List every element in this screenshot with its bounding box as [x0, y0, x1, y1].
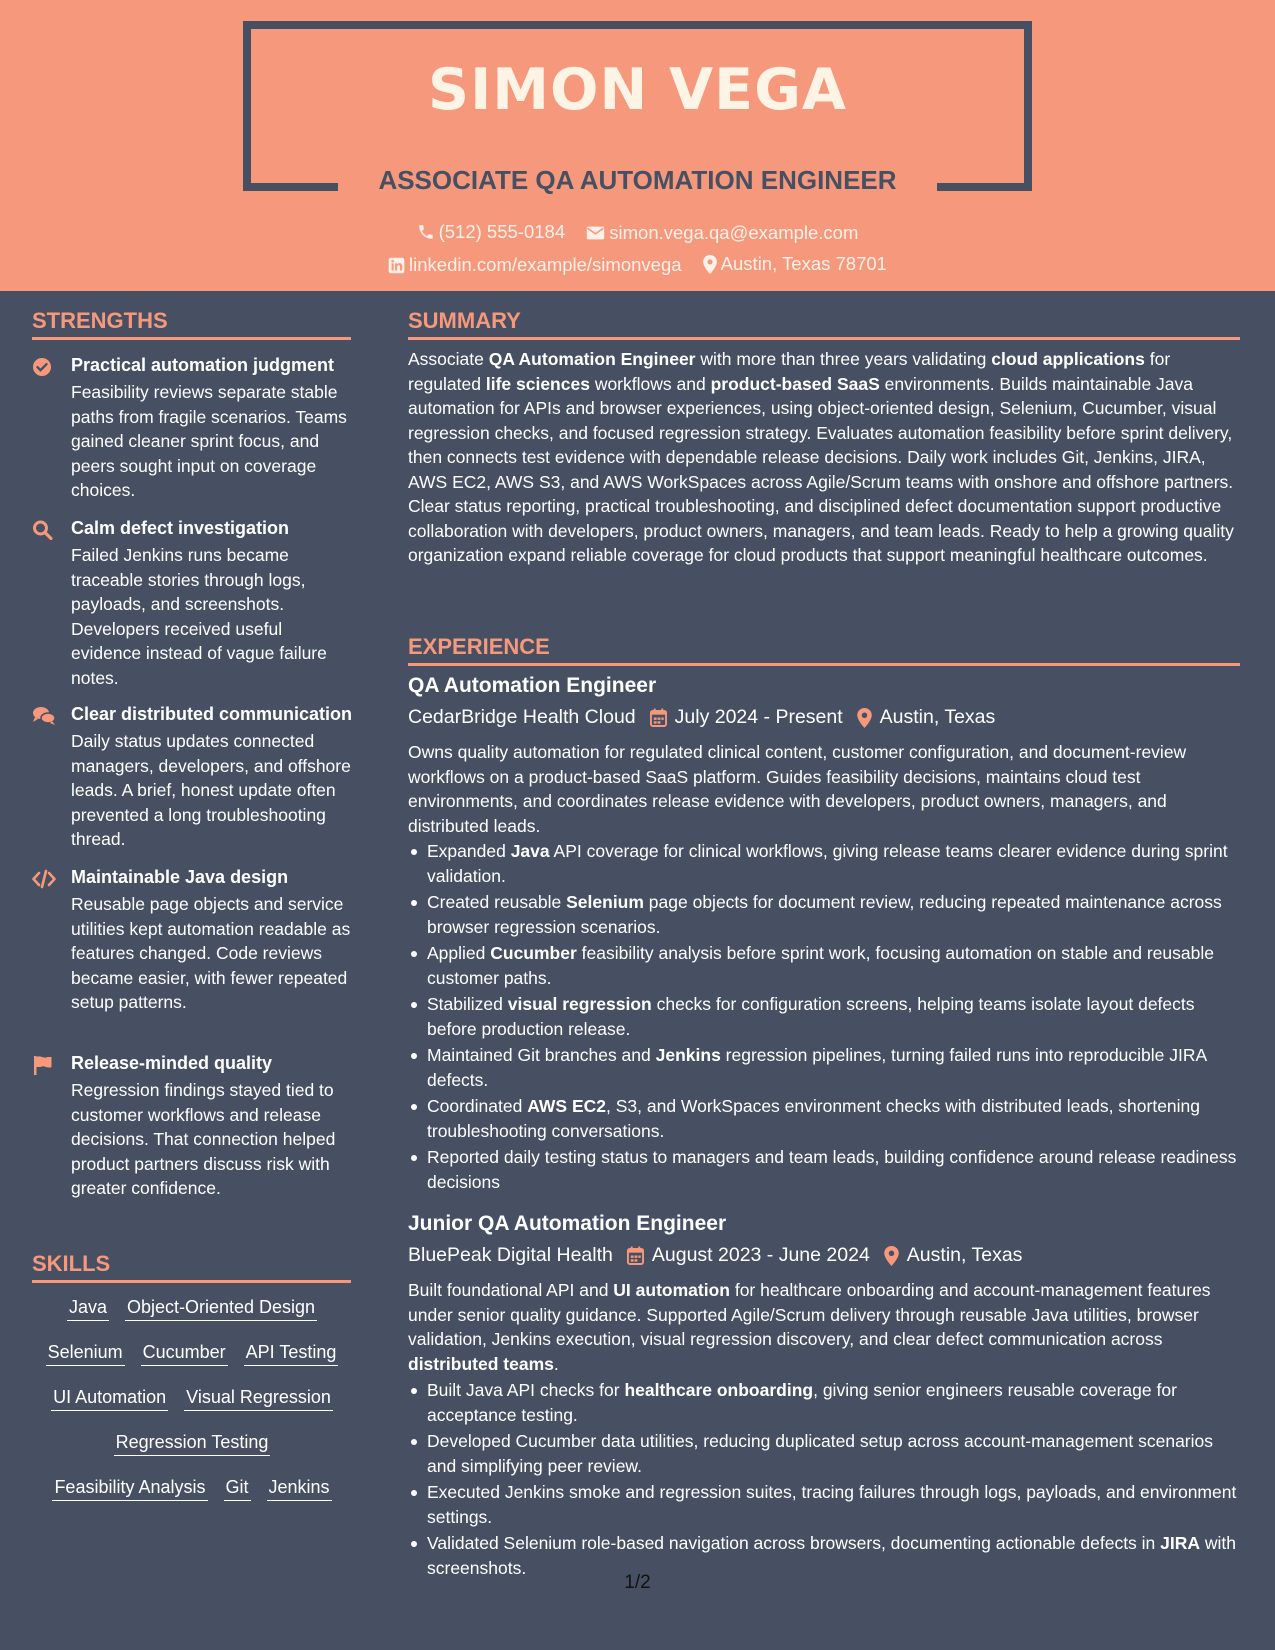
contact-email — [586, 222, 858, 244]
flag-icon — [32, 1055, 56, 1075]
list-item — [408, 941, 1240, 990]
skill-tag: Git — [224, 1476, 251, 1501]
candidate-name: SIMON VEGA — [428, 57, 847, 123]
skill-tag: Selenium — [46, 1341, 125, 1366]
bullet-text: checks for configuration screens, helping teams isolate layout defects before production release. — [427, 994, 1195, 1039]
chat-bubbles-icon — [32, 706, 56, 726]
skill-tag: Regression Testing — [114, 1431, 271, 1456]
code-icon — [32, 869, 56, 889]
skills-rule — [32, 1280, 351, 1283]
list-item — [408, 1043, 1240, 1092]
skill-tag: API Testing — [244, 1341, 339, 1366]
skill-tag: Feasibility Analysis — [52, 1476, 207, 1501]
strength-desc: Reusable page objects and service utilities kept automation readable as features changed. Code reviews became easier, with fewer repeated setup patterns. — [71, 894, 351, 1012]
skills-row — [32, 1386, 352, 1431]
job-bullets — [408, 839, 1240, 1196]
list-item — [408, 1378, 1240, 1427]
magnifier-icon — [32, 520, 56, 540]
bullet-text: Maintained Git branches and — [427, 1045, 656, 1065]
skills-row — [32, 1341, 352, 1386]
skill-tag: UI Automation — [51, 1386, 168, 1411]
bullet-text: Built Java API checks for — [427, 1380, 625, 1400]
map-pin-icon — [884, 1246, 899, 1266]
job-description: Owns quality automation for regulated clinical content, customer configuration, and document-review workflows on a product-based SaaS platform. Guides feasibility decisions, maintains cloud test environments, and coordinates release evidence with developers, product owners, managers, and distributed leads. — [408, 742, 1187, 836]
calendar-icon — [650, 708, 667, 727]
bullet-text: regression pipelines, turning failed runs into reproducible JIRA defects. — [427, 1045, 1207, 1090]
strengths-heading: STRENGTHS — [32, 308, 168, 333]
job-location: Austin, Texas — [879, 706, 996, 728]
summary-heading: SUMMARY — [408, 308, 521, 333]
job-company: BluePeak Digital Health — [408, 1244, 613, 1266]
list-item — [408, 1429, 1240, 1478]
strength-title: Maintainable Java design — [71, 867, 289, 887]
desc-text: for healthcare onboarding and account-management features under senior quality guidance. Supported Agile/Scrum delivery through reusable Java utilities, browser validation, Jenkins execution, visual regression discovery, and clear defect communication across — [408, 1280, 1211, 1349]
contact-row-2 — [0, 253, 1275, 279]
bullet-highlight: AWS EC2 — [527, 1096, 606, 1116]
phone-text: (512) 555-0184 — [438, 221, 566, 242]
contact-location — [703, 253, 887, 275]
candidate-title: ASSOCIATE QA AUTOMATION ENGINEER — [378, 165, 897, 195]
strength-desc: Regression findings stayed tied to customer workflows and release decisions. That connection helped product partners discuss risk with greater confidence. — [71, 1080, 336, 1198]
skill-tag: Object-Oriented Design — [125, 1296, 317, 1321]
map-pin-icon — [857, 708, 872, 728]
job-meta — [408, 1244, 1022, 1267]
bullet-text: page objects for document review, reducing repeated maintenance across browser regression scenarios. — [427, 892, 1222, 937]
strength-desc: Daily status updates connected managers, developers, and offshore leads. A brief, honest update often prevented a long troubleshooting thread. — [71, 731, 351, 849]
bullet-text: API coverage for clinical workflows, giving release teams clearer evidence during sprint validation. — [427, 841, 1228, 886]
linkedin-text: linkedin.com/example/simonvega — [409, 254, 682, 275]
list-item — [408, 1094, 1240, 1143]
skill-tag: Jenkins — [267, 1476, 332, 1501]
email-text: simon.vega.qa@example.com — [609, 222, 859, 243]
location-text: Austin, Texas 78701 — [720, 253, 887, 274]
resume-header — [0, 0, 1275, 291]
bullet-text: , S3, and WorkSpaces environment checks with distributed leads, shortening troubleshooting conversations. — [427, 1096, 1201, 1141]
contact-row-1 — [0, 221, 1275, 246]
skills-row — [32, 1296, 352, 1341]
bullet-highlight: Java — [510, 841, 550, 861]
desc-highlight: distributed teams — [408, 1353, 554, 1374]
job-location: Austin, Texas — [906, 1244, 1023, 1266]
summary-part: environments. Builds maintainable Java automation for APIs and browser experiences, using object-oriented design, Selenium, Cucumber, visual regression checks, and focused regression strategy. Evaluates automation feasibility before sprint delivery, then connects test evidence with dependable release decisions. Daily work includes Git, Jenkins, JIRA, AWS EC2, AWS S3, and AWS WorkSpaces across Agile/Scrum teams with onshore and offshore partners. Clear status reporting, practical troubleshooting, and disciplined defect documentation support productive collaboration with developers, product owners, managers, and team leads. Ready to help a growing quality organization expand reliable coverage for cloud products that support meaningful healthcare outcomes. — [408, 373, 1234, 565]
summary-highlight: life sciences — [485, 373, 590, 394]
page-number: 1/2 — [624, 1572, 651, 1593]
skill-tag: Java — [67, 1296, 109, 1321]
bullet-text: Executed Jenkins smoke and regression suites, tracing failures through logs, payloads, and environment settings. — [427, 1482, 1237, 1527]
job-title: Junior QA Automation Engineer — [408, 1212, 727, 1235]
phone-icon — [417, 223, 435, 241]
bullet-text: Stabilized — [427, 994, 508, 1014]
bullet-text: feasibility analysis before sprint work, focusing automation on stable and reusable customer paths. — [427, 943, 1214, 988]
strength-title: Release-minded quality — [71, 1053, 273, 1073]
experience-rule — [408, 663, 1240, 666]
calendar-icon — [627, 1246, 644, 1265]
job-dates: August 2023 - June 2024 — [651, 1244, 870, 1266]
experience-heading: EXPERIENCE — [408, 634, 550, 659]
summary-part: for regulated — [408, 349, 1171, 394]
bullet-text: Expanded — [427, 841, 511, 861]
desc-highlight: UI automation — [613, 1280, 730, 1300]
header-frame-corner-left — [243, 183, 338, 191]
bullet-text: Reported daily testing status to managers and team leads, building confidence around release readiness decisions — [427, 1147, 1237, 1192]
bullet-highlight: Selenium — [566, 892, 644, 912]
summary-text — [408, 347, 1240, 568]
summary-part: with more than three years validating — [695, 349, 992, 369]
job-bullets — [408, 1378, 1240, 1582]
envelope-icon — [586, 225, 605, 241]
skills-list — [32, 1296, 352, 1521]
job-meta — [408, 706, 995, 729]
summary-highlight: cloud applications — [991, 349, 1145, 369]
check-circle-icon — [32, 357, 56, 377]
bullet-highlight: JIRA — [1160, 1533, 1201, 1553]
bullet-highlight: Cucumber — [490, 943, 577, 963]
summary-highlight: QA Automation Engineer — [488, 349, 696, 369]
summary-highlight: product-based SaaS — [710, 373, 880, 394]
bullet-text: with screenshots. — [427, 1533, 1237, 1578]
job-description — [408, 1278, 1240, 1376]
skills-heading: SKILLS — [32, 1251, 111, 1276]
desc-text: Built foundational API and — [408, 1280, 614, 1300]
strengths-rule — [32, 337, 351, 340]
skill-tag: Visual Regression — [184, 1386, 333, 1411]
list-item — [408, 839, 1240, 888]
list-item — [408, 992, 1240, 1041]
job-company: CedarBridge Health Cloud — [408, 706, 636, 728]
strength-desc: Failed Jenkins runs became traceable stories through logs, payloads, and screenshots. Developers received useful evidence instead of vague failure notes. — [71, 545, 327, 688]
skills-row — [32, 1431, 352, 1476]
bullet-highlight: Jenkins — [655, 1045, 721, 1065]
linkedin-icon — [388, 257, 405, 274]
strength-title: Clear distributed communication — [71, 704, 353, 724]
bullet-text: Developed Cucumber data utilities, reducing duplicated setup across account-management scenarios and simplifying peer review. — [427, 1431, 1213, 1476]
header-frame-corner-right — [937, 183, 1032, 191]
job-title: QA Automation Engineer — [408, 674, 657, 697]
bullet-highlight: visual regression — [507, 994, 652, 1014]
bullet-text: , giving senior engineers reusable coverage for acceptance testing. — [427, 1380, 1177, 1425]
strength-desc: Feasibility reviews separate stable paths from fragile scenarios. Teams gained cleaner sprint focus, and peers sought input on coverage choices. — [71, 382, 347, 500]
summary-rule — [408, 337, 1240, 340]
contact-phone — [417, 221, 566, 243]
bullet-text: Created reusable — [427, 892, 567, 912]
strength-title: Practical automation judgment — [71, 355, 335, 375]
summary-part: workflows and — [589, 373, 711, 394]
skill-tag: Cucumber — [141, 1341, 228, 1366]
summary-part: Associate — [408, 349, 489, 369]
skills-row — [32, 1476, 352, 1521]
list-item — [408, 1480, 1240, 1529]
map-pin-icon — [703, 255, 717, 274]
bullet-text: Applied — [427, 943, 491, 963]
strength-title: Calm defect investigation — [71, 518, 290, 538]
bullet-text: Coordinated — [427, 1096, 528, 1116]
list-item — [408, 890, 1240, 939]
job-dates: July 2024 - Present — [674, 706, 843, 728]
desc-text: . — [553, 1353, 559, 1374]
bullet-highlight: healthcare onboarding — [624, 1380, 814, 1400]
bullet-text: Validated Selenium role-based navigation across browsers, documenting actionable defects in — [427, 1533, 1161, 1553]
contact-linkedin — [388, 254, 682, 276]
list-item — [408, 1145, 1240, 1194]
